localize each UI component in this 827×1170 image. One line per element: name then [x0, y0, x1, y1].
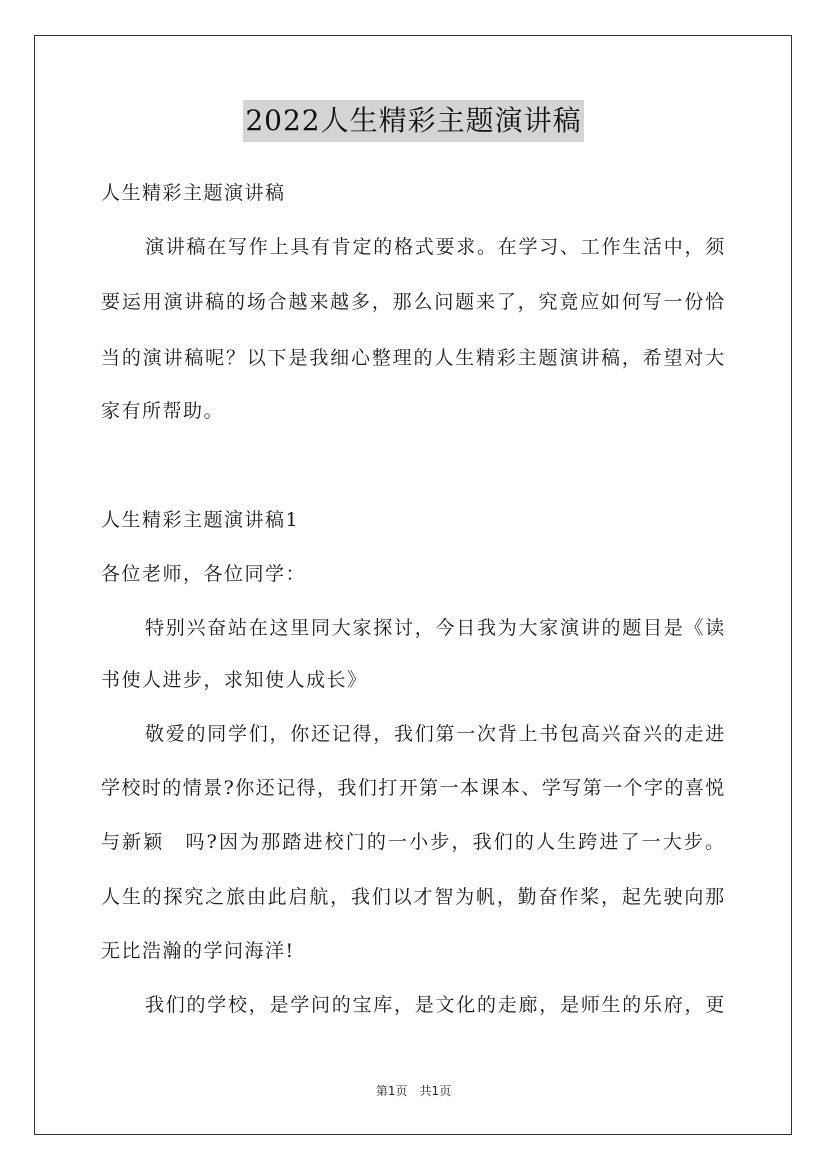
greeting: 各位老师，各位同学：	[101, 563, 307, 585]
document-title: 2022人生精彩主题演讲稿	[243, 100, 583, 142]
intro-line-3: 当的演讲稿呢？以下是我细心整理的人生精彩主题演讲稿，希望对大	[101, 347, 727, 369]
paragraph2-line-2: 学校时的情景?你还记得，我们打开第一本课本、学写第一个字的喜悦	[101, 777, 726, 799]
page-footer: 第1页 共1页	[375, 1084, 452, 1098]
paragraph2-line-4: 人生的探究之旅由此启航，我们以才智为帆，勤奋作桨，起先驶向那	[101, 886, 727, 908]
paragraph1-line-1: 特别兴奋站在这里同大家探讨，今日我为大家演讲的题目是《读	[145, 617, 727, 639]
paragraph2-line-1: 敬爱的同学们，你还记得，我们第一次背上书包高兴奋兴的走进	[145, 723, 727, 745]
intro-line-4: 家有所帮助。	[101, 400, 225, 422]
title-container	[0, 100, 827, 142]
paragraph1-line-2: 书使人进步，求知使人成长》	[101, 669, 368, 691]
intro-line-1: 演讲稿在写作上具有肯定的格式要求。在学习、工作生活中，须	[145, 236, 727, 258]
section-heading: 人生精彩主题演讲稿1	[101, 509, 300, 531]
paragraph2-line-3: 与新颖 吗?因为那踏进校门的一小步，我们的人生跨进了一大步。	[101, 831, 727, 853]
intro-line-2: 要运用演讲稿的场合越来越多，那么问题来了，究竟应如何写一份恰	[101, 291, 727, 313]
paragraph3-line-1: 我们的学校，是学问的宝库，是文化的走廊，是师生的乐府，更	[145, 994, 727, 1016]
paragraph2-line-5: 无比浩瀚的学问海洋!	[101, 940, 295, 962]
subheading: 人生精彩主题演讲稿	[101, 182, 286, 204]
